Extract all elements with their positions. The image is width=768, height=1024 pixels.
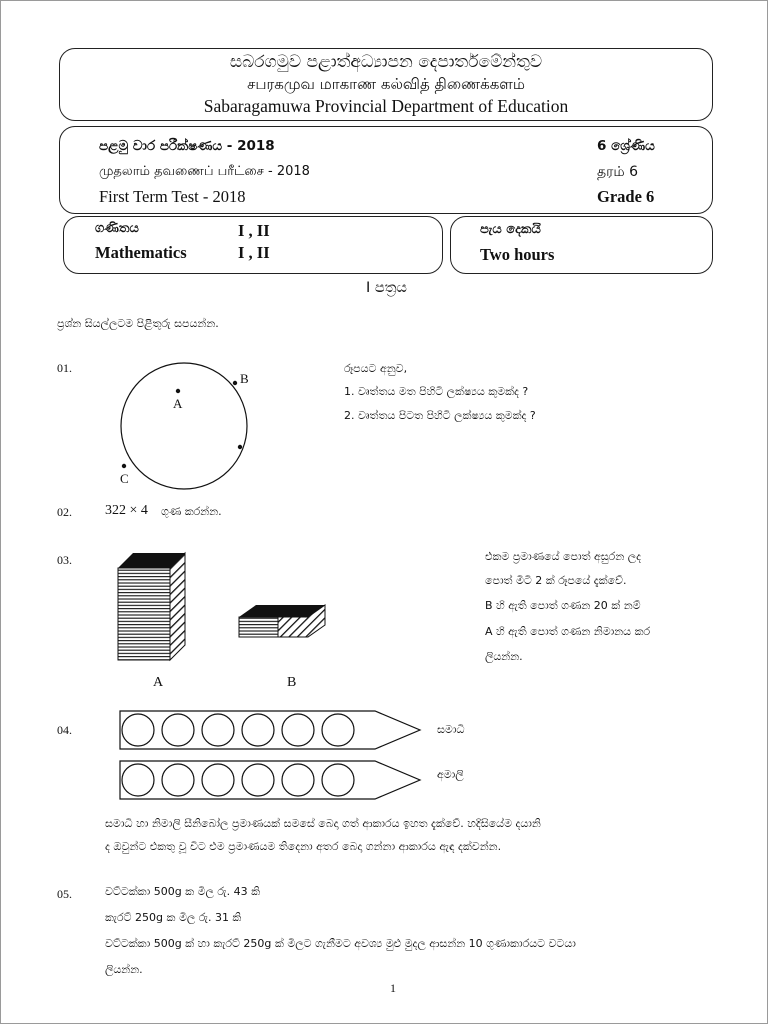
q5-number: 05. bbox=[57, 887, 72, 901]
q3-number: 03. bbox=[57, 553, 72, 567]
pack-amali bbox=[120, 761, 420, 799]
q1-line1: 1. වෘත්තය මත පිහිටි ලක්ෂ්‍යය කුමක්ද ? bbox=[344, 385, 529, 398]
instruction: ප්‍රශ්න සියල්ලටම පිළිතුරු සපයන්න. bbox=[57, 317, 219, 330]
header-sinhala: සබරගමුව පළාත්අධ්‍යාපන දෙපාර්තමේන්තුව bbox=[229, 52, 543, 72]
time-sinhala: පැය දෙකයි bbox=[480, 222, 541, 237]
q4-paragraph-line2: ද ඔවුන්ට එකතු වූ විට එම ප්‍රමාණයම තිදෙනා අතර බෙදා ගන්නා ආකාරය ඇඳ දක්වන්න. bbox=[105, 840, 502, 853]
q1-number: 01. bbox=[57, 361, 72, 375]
sweet-ball bbox=[162, 714, 194, 746]
sweet-ball bbox=[282, 764, 314, 796]
grade-sinhala: 6 ශ්‍රේණිය bbox=[597, 138, 655, 154]
q3-line3: B හි ඇති පොත් ගණන 20 ක් නම් bbox=[485, 599, 641, 612]
papers-sinhala: I , II bbox=[238, 221, 270, 240]
pack-outline bbox=[120, 711, 420, 749]
q2-number: 02. bbox=[57, 505, 72, 519]
q3-line4: A හි ඇති පොත් ගණන නිමානය කර bbox=[485, 625, 651, 638]
pack-outline bbox=[120, 761, 420, 799]
q4-number: 04. bbox=[57, 723, 72, 737]
q3-line5: ලියන්න. bbox=[485, 650, 523, 663]
grade-english: Grade 6 bbox=[597, 187, 655, 206]
sweet-ball bbox=[122, 714, 154, 746]
sweet-ball bbox=[322, 714, 354, 746]
time-english: Two hours bbox=[480, 245, 555, 264]
sweet-ball bbox=[162, 764, 194, 796]
q3-label-b: B bbox=[287, 675, 297, 690]
q3-label-a: A bbox=[153, 675, 164, 690]
q1-label-c: C bbox=[120, 471, 129, 486]
sweet-ball bbox=[122, 764, 154, 796]
q2-expression: 322 × 4 bbox=[105, 503, 148, 518]
q3-line1: එකම ප්‍රමාණයේ පොත් අසුරන ලද bbox=[485, 550, 642, 563]
q4-label-amali: අමාලි bbox=[437, 768, 464, 781]
sweet-ball bbox=[242, 714, 274, 746]
q1-intro: රූපයට අනුව, bbox=[344, 362, 408, 375]
paper-title: I පත්‍රය bbox=[366, 280, 407, 296]
q4-label-samadhi: සමාධි bbox=[437, 723, 465, 736]
sweet-ball bbox=[282, 714, 314, 746]
test-title-sinhala: පළමු වාර පරීක්ෂණය - 2018 bbox=[99, 138, 275, 154]
subject-sinhala: ගණිතය bbox=[95, 221, 139, 236]
q5-line1: වට්ටක්කා 500g ක මිල රු. 43 කි bbox=[105, 885, 261, 898]
q5-line2: කැරට් 250g ක මිල රු. 31 කි bbox=[105, 911, 242, 924]
q2-instruction: ගුණ කරන්න. bbox=[161, 505, 222, 518]
test-title-tamil: முதலாம் தவணைப் பரீட்சை - 2018 bbox=[99, 164, 310, 179]
sweet-ball bbox=[202, 714, 234, 746]
sweet-ball bbox=[202, 764, 234, 796]
header-english: Sabaragamuwa Provincial Department of Education bbox=[203, 96, 569, 116]
grade-tamil: தரம் 6 bbox=[597, 164, 638, 180]
page-number: 1 bbox=[390, 981, 396, 995]
papers-english: I , II bbox=[238, 243, 270, 262]
q1-line2: 2. වෘත්තය පිටත පිහිටි ලක්ෂ්‍යය කුමක්ද ? bbox=[344, 409, 536, 422]
header-tamil: சபரகமுவ மாகாண கல்வித் திணைக்களம் bbox=[247, 75, 525, 93]
q1-label-b: B bbox=[240, 371, 249, 386]
sweet-ball bbox=[242, 764, 274, 796]
subject-english: Mathematics bbox=[95, 243, 187, 262]
q1-label-a: A bbox=[173, 396, 183, 411]
q4-paragraph-line1: සමාධි හා නිමාලි සීනිබෝල ප්‍රමාණයක් සමසේ බෙදා ගත් ආකාරය ඉහත දැක්වේ. හදිසියේම දයානි bbox=[105, 817, 541, 830]
pack-samadhi bbox=[120, 711, 420, 749]
q5-line3: වට්ටක්කා 500g ක් හා කැරට් 250g ක් මිලට ගැනීමට අවශ්‍ය මුළු මුදල ආසන්න 10 ගුණාකාරයට වටයා bbox=[105, 937, 576, 950]
test-title-english: First Term Test - 2018 bbox=[99, 187, 246, 206]
q5-line4: ලියන්න. bbox=[105, 963, 143, 976]
q3-line2: පොත් මිටි 2 ක් රූපයේ දැක්වේ. bbox=[485, 574, 627, 587]
sweet-ball bbox=[322, 764, 354, 796]
